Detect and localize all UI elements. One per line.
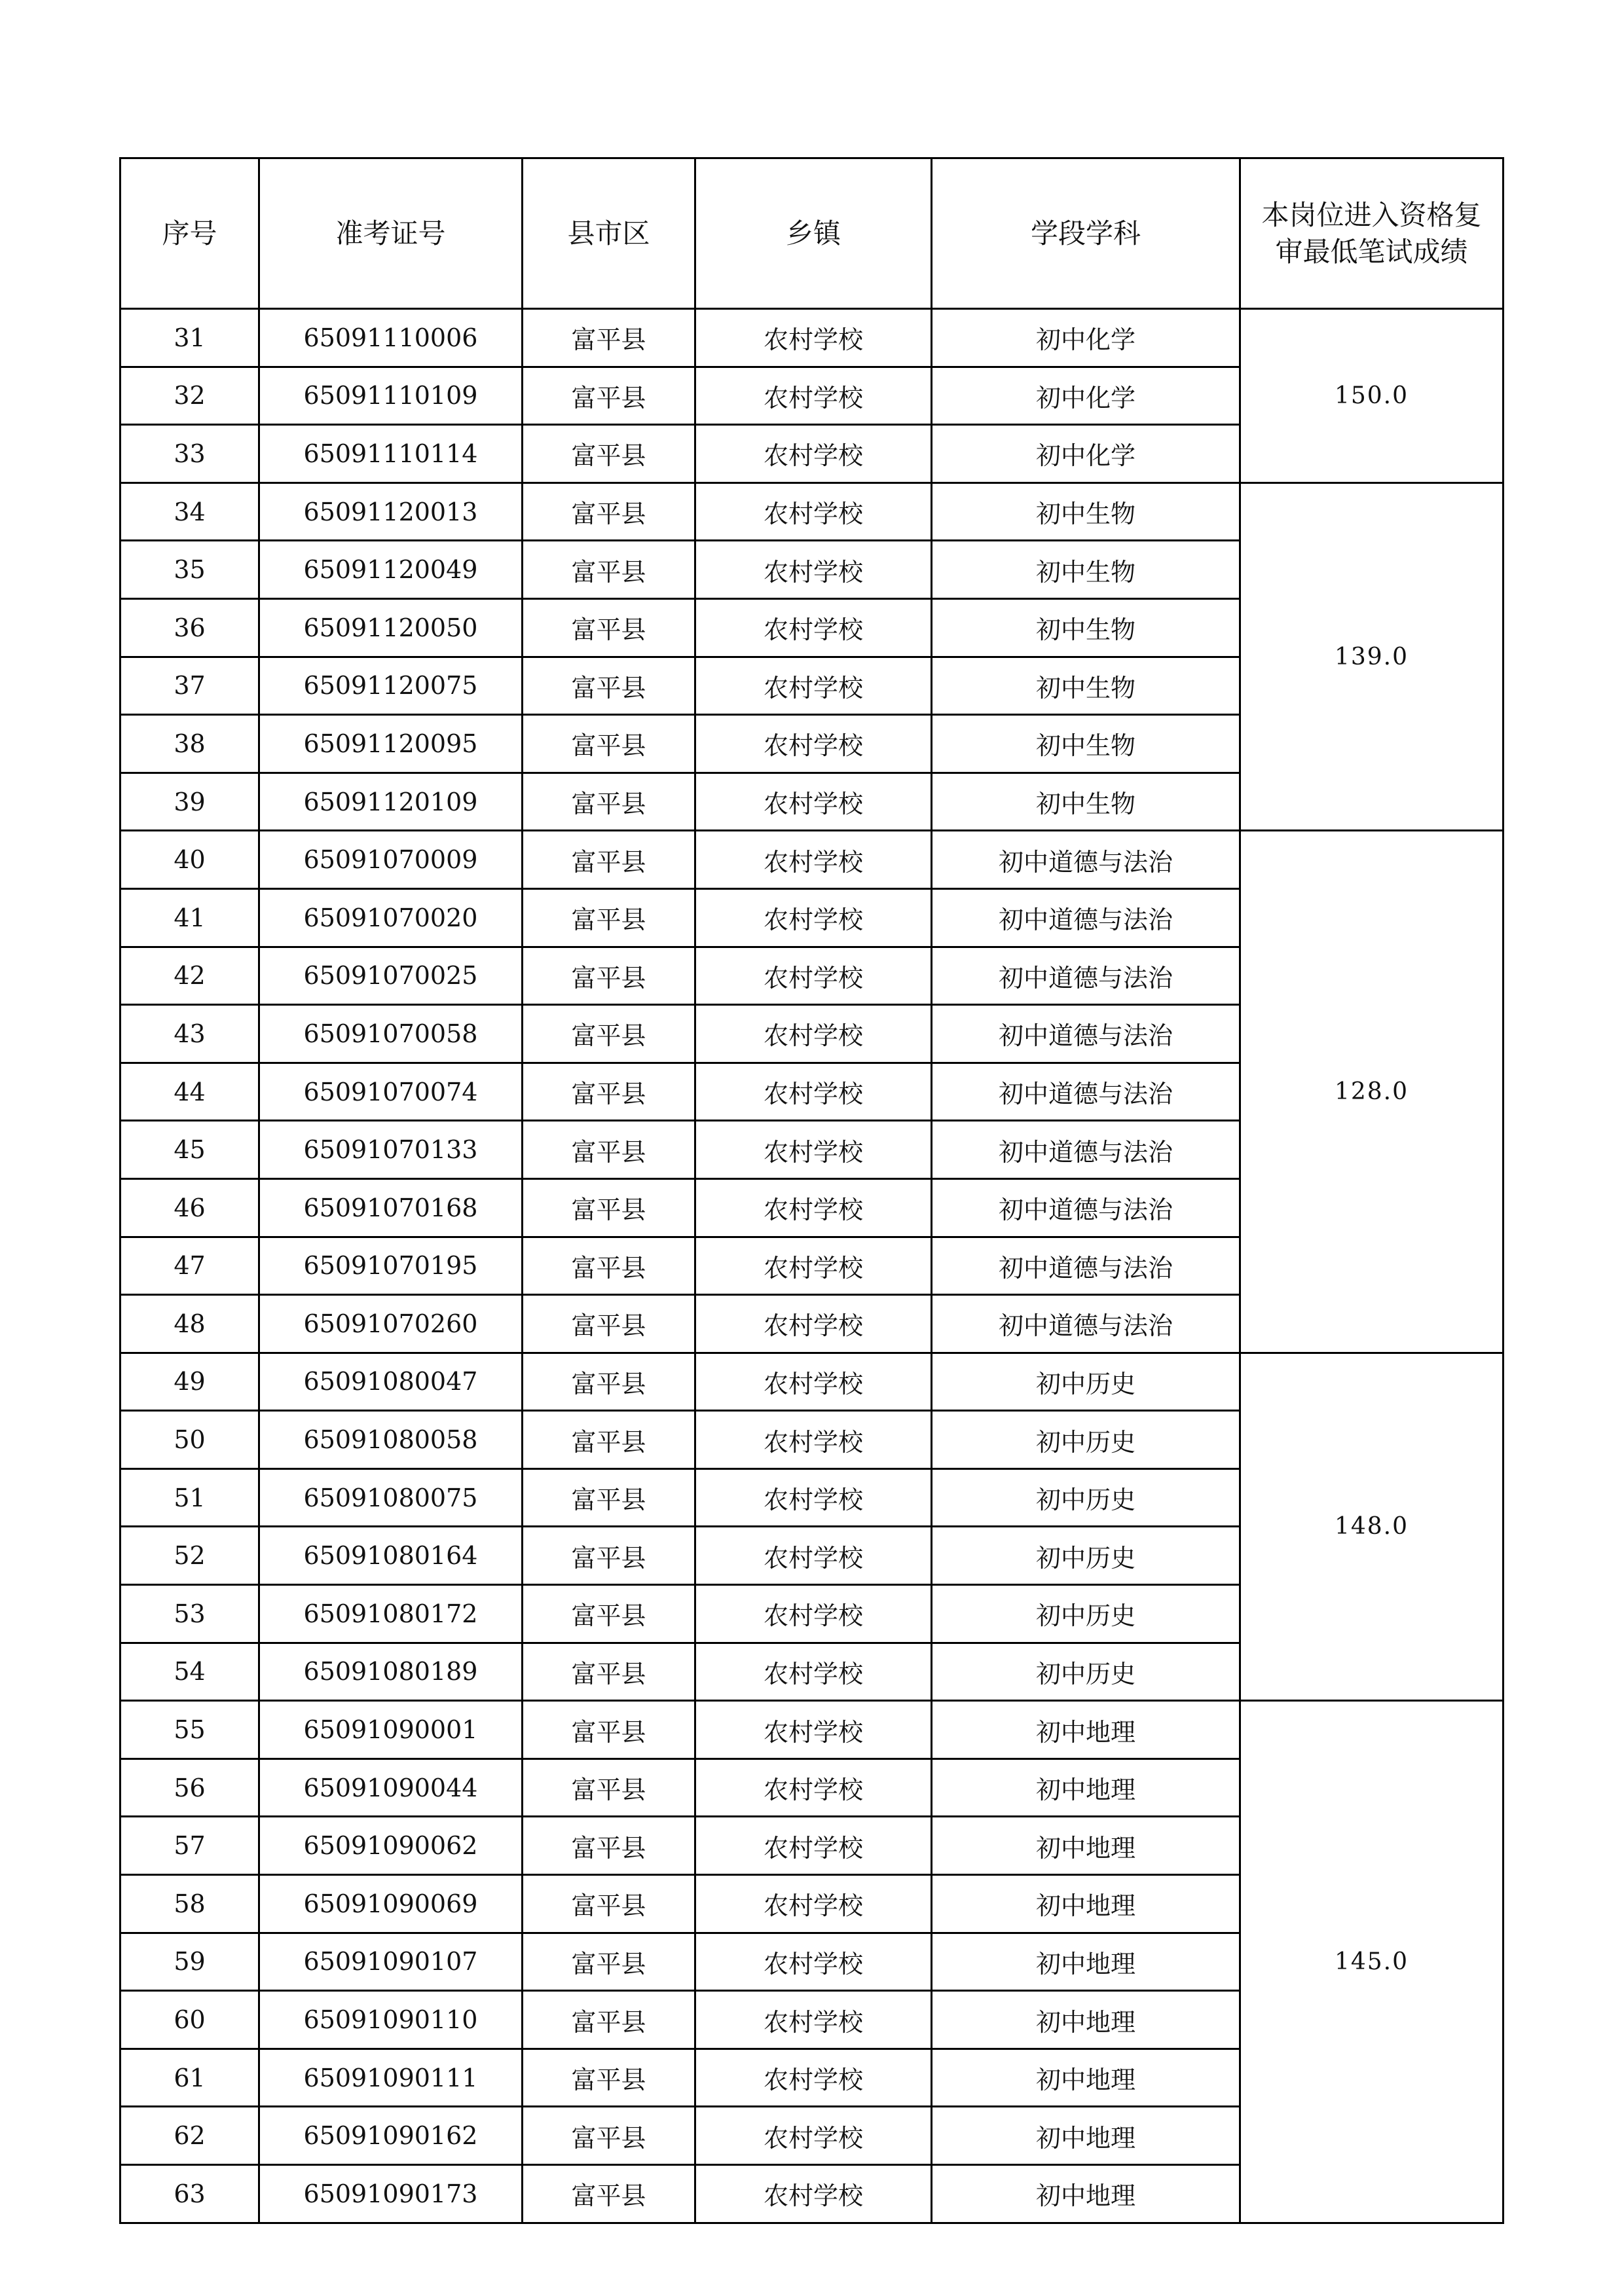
cell-seq: 51	[120, 1468, 259, 1527]
cell-ticket-number: 65091070025	[259, 947, 523, 1005]
cell-seq: 55	[120, 1701, 259, 1759]
cell-town: 农村学校	[695, 1353, 932, 1411]
cell-ticket-number: 65091070058	[259, 1005, 523, 1063]
cell-subject: 初中地理	[932, 1991, 1240, 2049]
cell-seq: 56	[120, 1758, 259, 1817]
cell-seq: 59	[120, 1933, 259, 1991]
cell-seq: 36	[120, 598, 259, 657]
cell-town: 农村学校	[695, 2107, 932, 2165]
cell-ticket-number: 65091110109	[259, 367, 523, 425]
cell-seq: 49	[120, 1353, 259, 1411]
cell-county: 富平县	[523, 1991, 695, 2049]
cell-ticket-number: 65091120049	[259, 541, 523, 599]
cell-subject: 初中生物	[932, 598, 1240, 657]
cell-ticket-number: 65091090001	[259, 1701, 523, 1759]
table-body	[120, 309, 1504, 2223]
cell-ticket-number: 65091120095	[259, 715, 523, 773]
cell-town: 农村学校	[695, 367, 932, 425]
cell-town: 农村学校	[695, 1063, 932, 1121]
cell-subject: 初中地理	[932, 1933, 1240, 1991]
cell-town: 农村学校	[695, 1991, 932, 2049]
cell-county: 富平县	[523, 1005, 695, 1063]
cell-town: 农村学校	[695, 1295, 932, 1353]
cell-seq: 38	[120, 715, 259, 773]
cell-seq: 44	[120, 1063, 259, 1121]
cell-seq: 37	[120, 657, 259, 715]
cell-ticket-number: 65091090062	[259, 1817, 523, 1875]
cell-town: 农村学校	[695, 947, 932, 1005]
cell-town: 农村学校	[695, 1585, 932, 1643]
cell-seq: 54	[120, 1643, 259, 1701]
cell-town: 农村学校	[695, 598, 932, 657]
cell-seq: 58	[120, 1875, 259, 1933]
cell-county: 富平县	[523, 1817, 695, 1875]
cell-subject: 初中历史	[932, 1527, 1240, 1585]
cell-county: 富平县	[523, 888, 695, 947]
cell-town: 农村学校	[695, 1527, 932, 1585]
cell-subject: 初中道德与法治	[932, 1178, 1240, 1237]
cell-county: 富平县	[523, 657, 695, 715]
cell-subject: 初中地理	[932, 1875, 1240, 1933]
cell-seq: 53	[120, 1585, 259, 1643]
cell-county: 富平县	[523, 715, 695, 773]
cell-seq: 42	[120, 947, 259, 1005]
cell-county: 富平县	[523, 1063, 695, 1121]
cell-town: 农村学校	[695, 1121, 932, 1179]
cell-seq: 46	[120, 1178, 259, 1237]
cell-min-score: 150.0	[1240, 309, 1504, 483]
cell-subject: 初中历史	[932, 1643, 1240, 1701]
cell-ticket-number: 65091080058	[259, 1411, 523, 1469]
cell-seq: 47	[120, 1237, 259, 1295]
cell-subject: 初中历史	[932, 1585, 1240, 1643]
cell-town: 农村学校	[695, 1817, 932, 1875]
cell-ticket-number: 65091080047	[259, 1353, 523, 1411]
cell-seq: 48	[120, 1295, 259, 1353]
cell-ticket-number: 65091080172	[259, 1585, 523, 1643]
cell-ticket-number: 65091080164	[259, 1527, 523, 1585]
cell-county: 富平县	[523, 1933, 695, 1991]
cell-town: 农村学校	[695, 309, 932, 367]
cell-subject: 初中化学	[932, 367, 1240, 425]
cell-subject: 初中道德与法治	[932, 1121, 1240, 1179]
cell-seq: 50	[120, 1411, 259, 1469]
header-town: 乡镇	[695, 158, 932, 309]
cell-town: 农村学校	[695, 1178, 932, 1237]
cell-ticket-number: 65091080189	[259, 1643, 523, 1701]
header-ticket-number: 准考证号	[259, 158, 523, 309]
cell-town: 农村学校	[695, 1875, 932, 1933]
cell-town: 农村学校	[695, 1411, 932, 1469]
cell-subject: 初中地理	[932, 1758, 1240, 1817]
cell-subject: 初中生物	[932, 541, 1240, 599]
cell-subject: 初中道德与法治	[932, 947, 1240, 1005]
cell-subject: 初中化学	[932, 309, 1240, 367]
cell-subject: 初中道德与法治	[932, 1237, 1240, 1295]
cell-seq: 40	[120, 831, 259, 889]
cell-subject: 初中生物	[932, 657, 1240, 715]
cell-town: 农村学校	[695, 657, 932, 715]
cell-county: 富平县	[523, 598, 695, 657]
cell-town: 农村学校	[695, 773, 932, 831]
cell-town: 农村学校	[695, 1701, 932, 1759]
cell-subject: 初中历史	[932, 1468, 1240, 1527]
header-min-score: 本岗位进入资格复审最低笔试成绩	[1240, 158, 1504, 309]
cell-subject: 初中生物	[932, 773, 1240, 831]
cell-county: 富平县	[523, 773, 695, 831]
cell-county: 富平县	[523, 1468, 695, 1527]
cell-ticket-number: 65091070260	[259, 1295, 523, 1353]
table-row	[120, 1353, 1504, 1411]
cell-seq: 62	[120, 2107, 259, 2165]
cell-subject: 初中化学	[932, 425, 1240, 483]
cell-seq: 39	[120, 773, 259, 831]
cell-seq: 43	[120, 1005, 259, 1063]
cell-ticket-number: 65091070074	[259, 1063, 523, 1121]
cell-town: 农村学校	[695, 1758, 932, 1817]
cell-seq: 57	[120, 1817, 259, 1875]
cell-county: 富平县	[523, 1643, 695, 1701]
cell-town: 农村学校	[695, 425, 932, 483]
cell-seq: 45	[120, 1121, 259, 1179]
cell-town: 农村学校	[695, 715, 932, 773]
cell-min-score: 148.0	[1240, 1353, 1504, 1701]
cell-seq: 63	[120, 2165, 259, 2223]
cell-subject: 初中道德与法治	[932, 1063, 1240, 1121]
cell-town: 农村学校	[695, 483, 932, 541]
cell-seq: 41	[120, 888, 259, 947]
cell-town: 农村学校	[695, 1468, 932, 1527]
cell-county: 富平县	[523, 1237, 695, 1295]
cell-county: 富平县	[523, 1875, 695, 1933]
cell-subject: 初中地理	[932, 2165, 1240, 2223]
cell-ticket-number: 65091090044	[259, 1758, 523, 1817]
cell-ticket-number: 65091070009	[259, 831, 523, 889]
cell-subject: 初中道德与法治	[932, 831, 1240, 889]
table-row	[120, 483, 1504, 541]
cell-ticket-number: 65091110006	[259, 309, 523, 367]
header-seq: 序号	[120, 158, 259, 309]
cell-min-score: 139.0	[1240, 483, 1504, 831]
table-row	[120, 1701, 1504, 1759]
cell-ticket-number: 65091120050	[259, 598, 523, 657]
cell-county: 富平县	[523, 425, 695, 483]
cell-ticket-number: 65091120075	[259, 657, 523, 715]
cell-county: 富平县	[523, 2165, 695, 2223]
cell-county: 富平县	[523, 367, 695, 425]
cell-county: 富平县	[523, 1353, 695, 1411]
cell-seq: 31	[120, 309, 259, 367]
cell-subject: 初中道德与法治	[932, 1005, 1240, 1063]
cell-ticket-number: 65091090110	[259, 1991, 523, 2049]
cell-town: 农村学校	[695, 2165, 932, 2223]
cell-county: 富平县	[523, 1411, 695, 1469]
cell-town: 农村学校	[695, 541, 932, 599]
cell-county: 富平县	[523, 1585, 695, 1643]
cell-subject: 初中地理	[932, 2107, 1240, 2165]
cell-seq: 60	[120, 1991, 259, 2049]
cell-town: 农村学校	[695, 1005, 932, 1063]
cell-subject: 初中历史	[932, 1411, 1240, 1469]
cell-subject: 初中道德与法治	[932, 888, 1240, 947]
cell-county: 富平县	[523, 1178, 695, 1237]
cell-county: 富平县	[523, 2107, 695, 2165]
cell-town: 农村学校	[695, 1933, 932, 1991]
cell-ticket-number: 65091120013	[259, 483, 523, 541]
cell-county: 富平县	[523, 1121, 695, 1179]
cell-seq: 32	[120, 367, 259, 425]
cell-county: 富平县	[523, 1527, 695, 1585]
cell-subject: 初中生物	[932, 483, 1240, 541]
cell-subject: 初中地理	[932, 1701, 1240, 1759]
cell-ticket-number: 65091070020	[259, 888, 523, 947]
cell-town: 农村学校	[695, 888, 932, 947]
cell-subject: 初中道德与法治	[932, 1295, 1240, 1353]
cell-town: 农村学校	[695, 831, 932, 889]
cell-seq: 61	[120, 2049, 259, 2107]
cell-ticket-number: 65091090069	[259, 1875, 523, 1933]
cell-county: 富平县	[523, 541, 695, 599]
cell-ticket-number: 65091070168	[259, 1178, 523, 1237]
cell-town: 农村学校	[695, 1643, 932, 1701]
cell-subject: 初中生物	[932, 715, 1240, 773]
cell-town: 农村学校	[695, 2049, 932, 2107]
cell-county: 富平县	[523, 1295, 695, 1353]
cell-county: 富平县	[523, 1758, 695, 1817]
cell-ticket-number: 65091070133	[259, 1121, 523, 1179]
cell-subject: 初中地理	[932, 2049, 1240, 2107]
header-subject: 学段学科	[932, 158, 1240, 309]
table-row	[120, 831, 1504, 889]
cell-min-score: 145.0	[1240, 1701, 1504, 2223]
table-row	[120, 309, 1504, 367]
cell-seq: 52	[120, 1527, 259, 1585]
cell-ticket-number: 65091080075	[259, 1468, 523, 1527]
cell-ticket-number: 65091090111	[259, 2049, 523, 2107]
cell-ticket-number: 65091090107	[259, 1933, 523, 1991]
header-row	[120, 158, 1504, 309]
cell-county: 富平县	[523, 2049, 695, 2107]
cell-county: 富平县	[523, 1701, 695, 1759]
cell-min-score: 128.0	[1240, 831, 1504, 1353]
results-table	[119, 157, 1504, 2224]
cell-ticket-number: 65091120109	[259, 773, 523, 831]
cell-county: 富平县	[523, 483, 695, 541]
cell-ticket-number: 65091090162	[259, 2107, 523, 2165]
cell-subject: 初中地理	[932, 1817, 1240, 1875]
cell-county: 富平县	[523, 831, 695, 889]
cell-ticket-number: 65091090173	[259, 2165, 523, 2223]
cell-town: 农村学校	[695, 1237, 932, 1295]
cell-ticket-number: 65091110114	[259, 425, 523, 483]
cell-seq: 35	[120, 541, 259, 599]
cell-county: 富平县	[523, 947, 695, 1005]
cell-ticket-number: 65091070195	[259, 1237, 523, 1295]
cell-seq: 33	[120, 425, 259, 483]
cell-county: 富平县	[523, 309, 695, 367]
cell-subject: 初中历史	[932, 1353, 1240, 1411]
cell-seq: 34	[120, 483, 259, 541]
header-county: 县市区	[523, 158, 695, 309]
